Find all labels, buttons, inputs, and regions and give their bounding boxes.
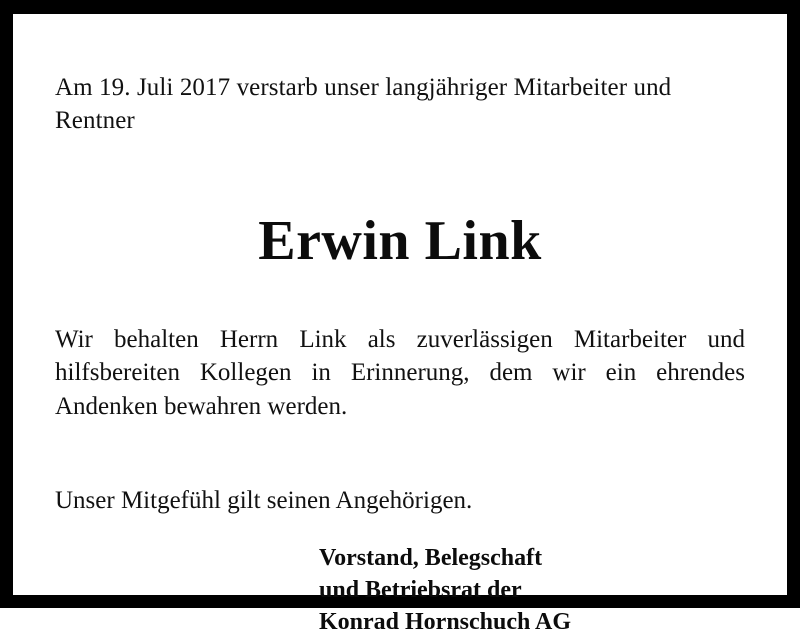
condolence-paragraph: Unser Mitgefühl gilt seinen Angehörigen.	[55, 487, 473, 515]
signature-line-1: Vorstand, Belegschaft	[319, 544, 543, 571]
notice-card	[13, 14, 787, 635]
intro-text: Am 19. Juli 2017 verstarb unser langjähriger Mitarbeiter und Rentner	[55, 74, 672, 134]
remembrance-paragraph: Wir behalten Herrn Link als zuverlässigen Mitarbeiter und hilfsbereiten Kollegen in Erinnerung, dem wir ein ehrendes Andenken bewahren werden.	[55, 325, 745, 420]
deceased-name: Erwin Link	[258, 210, 542, 272]
signature-block	[55, 543, 745, 639]
signature-line-2: und Betriebsrat der	[319, 576, 522, 603]
signature-line-3: Konrad Hornschuch AG	[319, 608, 572, 635]
